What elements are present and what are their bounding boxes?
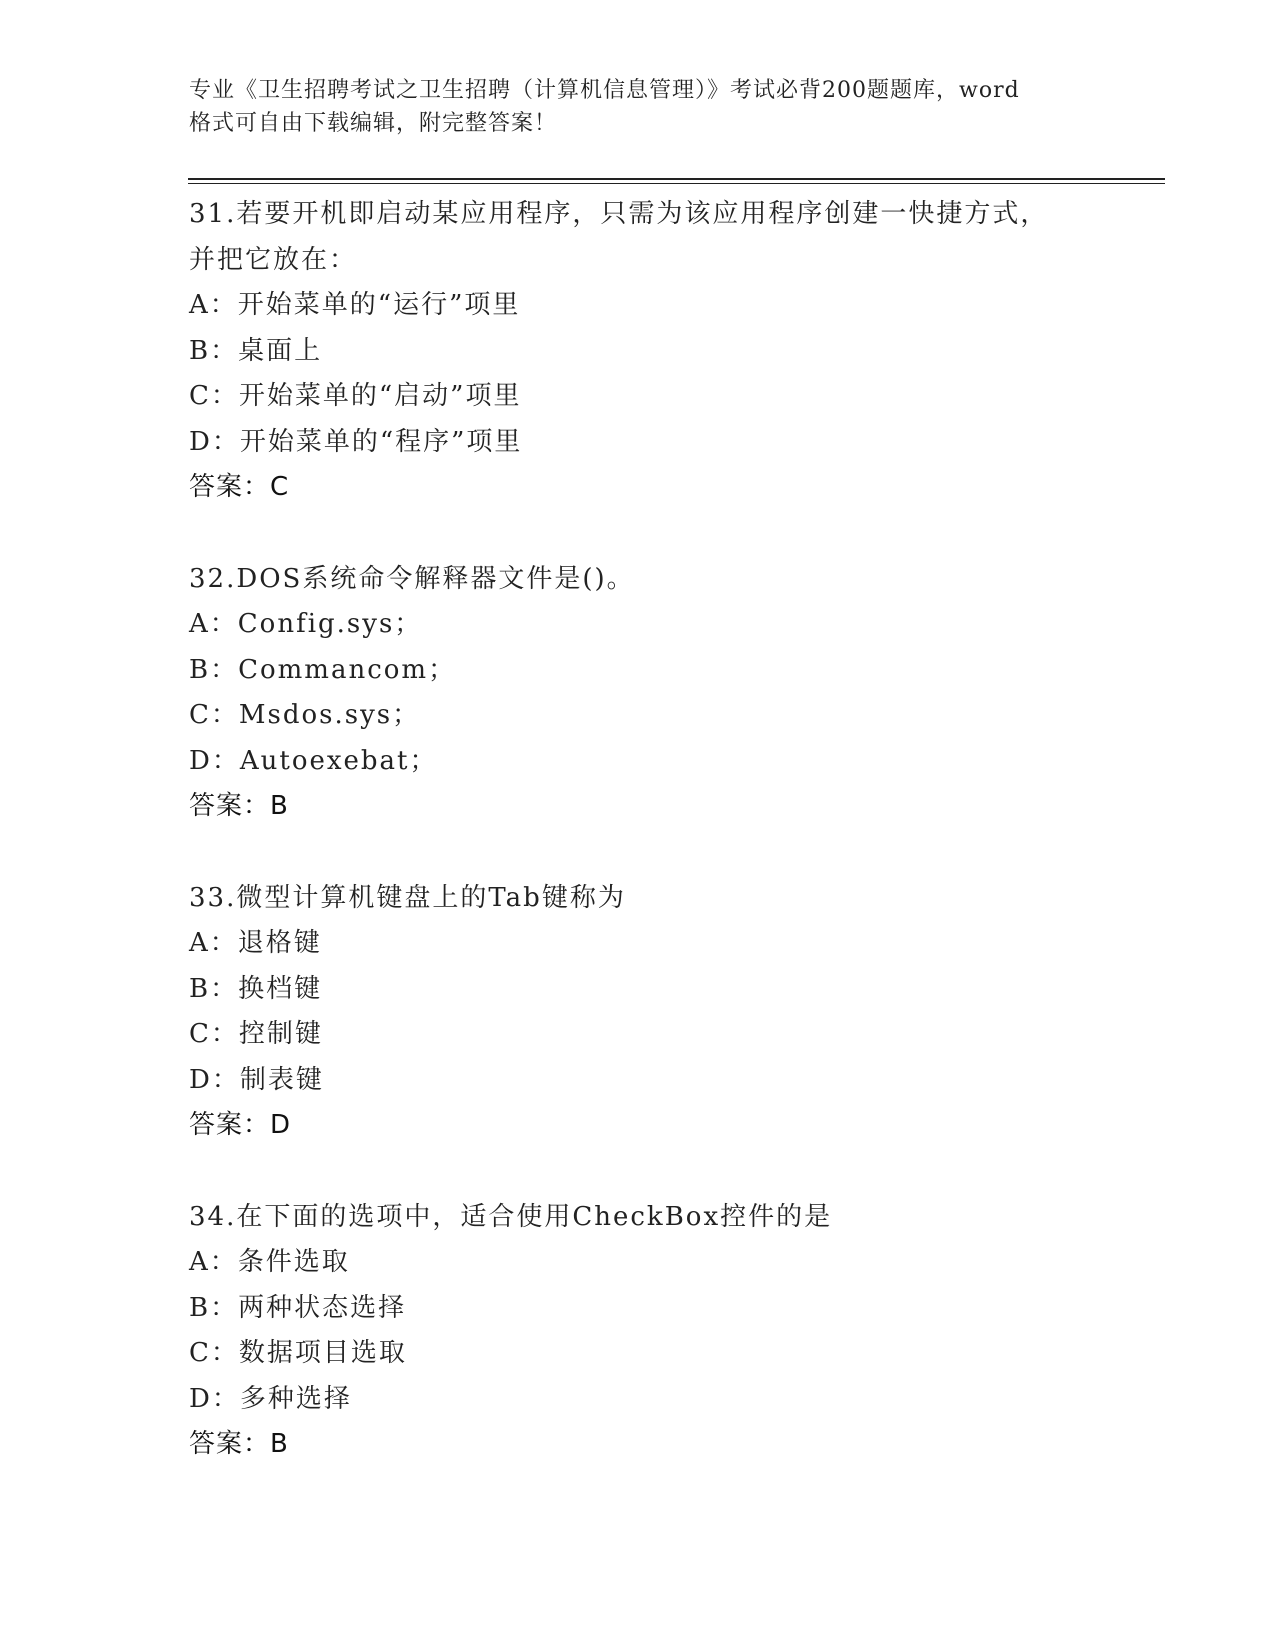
- question-34: [189, 1195, 1089, 1468]
- question-stem: 33.微型计算机键盘上的Tab键称为: [189, 882, 626, 913]
- question-33: [189, 876, 1089, 1149]
- question-stem: 32.DOS系统命令解释器文件是()。: [189, 563, 635, 594]
- option-b: B：换档键: [189, 973, 323, 1004]
- option-a: A：条件选取: [189, 1247, 350, 1277]
- header-divider-thin: [188, 183, 1165, 184]
- option-d: D：多种选择: [189, 1383, 352, 1414]
- answer-label: 答案：B: [189, 791, 289, 821]
- option-c: C：控制键: [189, 1019, 323, 1049]
- option-a: A：Config.sys；: [189, 609, 423, 639]
- option-a: A：退格键: [189, 928, 322, 958]
- answer-label: 答案：D: [189, 1110, 292, 1140]
- question-stem: 31.若要开机即启动某应用程序，只需为该应用程序创建一快捷方式，并把它放在：: [189, 199, 1049, 275]
- option-a: A：开始菜单的“运行”项里: [189, 290, 521, 320]
- question-31: [189, 192, 1089, 511]
- option-b: B：两种状态选择: [189, 1292, 407, 1323]
- option-b: B：桌面上: [189, 335, 323, 366]
- question-32: [189, 557, 1089, 830]
- option-c: C：Msdos.sys；: [189, 700, 421, 730]
- document-header: [189, 74, 1089, 140]
- header-divider-thick: [188, 178, 1165, 180]
- option-c: C：开始菜单的“启动”项里: [189, 381, 522, 411]
- option-c: C：数据项目选取: [189, 1338, 407, 1368]
- header-line-2: 格式可自由下载编辑，附完整答案！: [189, 111, 558, 136]
- question-stem: 34.在下面的选项中，适合使用CheckBox控件的是: [189, 1201, 833, 1232]
- answer-label: 答案：B: [189, 1429, 289, 1459]
- option-d: D：制表键: [189, 1064, 324, 1095]
- option-b: B：Commancom；: [189, 654, 457, 685]
- question-list: [189, 192, 1089, 1514]
- header-line-1: 专业《卫生招聘考试之卫生招聘（计算机信息管理）》考试必背200题题库，word: [189, 78, 1020, 103]
- option-d: D：Autoexebat；: [189, 745, 438, 776]
- answer-label: 答案：C: [189, 472, 290, 502]
- option-d: D：开始菜单的“程序”项里: [189, 426, 523, 457]
